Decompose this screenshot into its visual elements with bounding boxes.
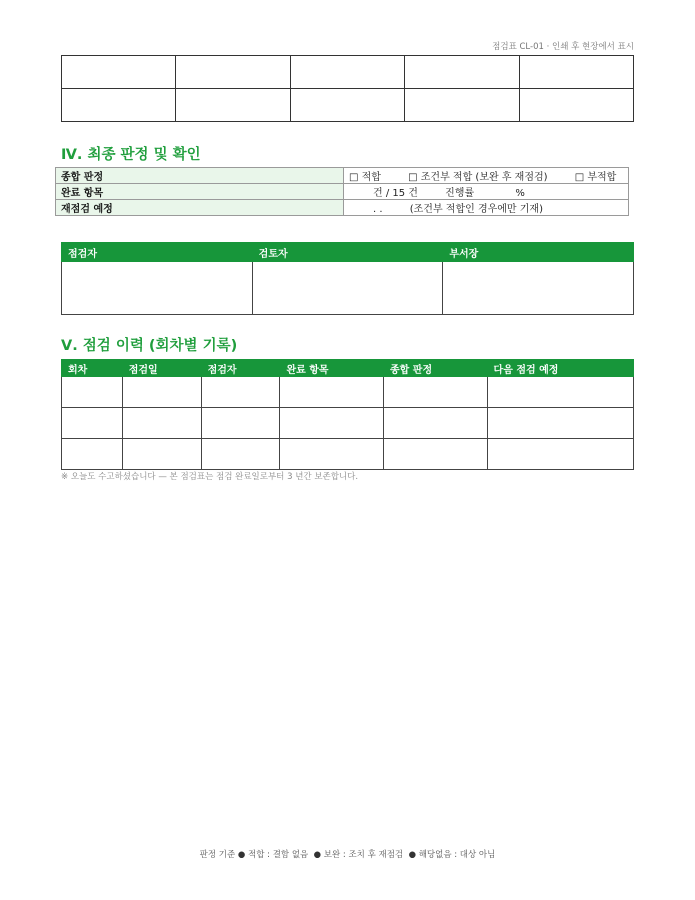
completed-items-label: 완료 항목 (56, 184, 344, 200)
history-table (61, 359, 634, 470)
reinspection-label: 재점검 예정 (56, 200, 344, 216)
table-cell[interactable] (176, 89, 290, 122)
table-cell[interactable] (122, 408, 201, 439)
prior-section-table (61, 55, 634, 122)
next-inspection-header: 다음 점검 예정 (487, 360, 633, 377)
bullet-icon: ● (313, 850, 322, 860)
legend-item-na: 해당없음 : 대상 아님 (418, 850, 496, 860)
manager-sign-box[interactable] (443, 262, 634, 315)
table-cell[interactable] (62, 439, 123, 470)
legend-prefix: 판정 기준 (199, 850, 236, 860)
completed-count-text: 건 / 15 건 (373, 188, 418, 199)
table-cell[interactable] (487, 408, 633, 439)
overall-judgement-options (344, 168, 629, 184)
table-cell[interactable] (383, 439, 487, 470)
reinspection-note: (조건부 적합인 경우에만 기재) (409, 204, 543, 215)
judgement-legend (0, 848, 695, 860)
table-row (56, 184, 629, 200)
table-cell[interactable] (201, 408, 280, 439)
table-cell[interactable] (405, 56, 519, 89)
table-cell[interactable] (280, 408, 384, 439)
table-cell[interactable] (122, 377, 201, 408)
table-cell[interactable] (280, 439, 384, 470)
table-cell[interactable] (519, 56, 633, 89)
table-row (62, 262, 634, 315)
table-cell[interactable] (290, 56, 404, 89)
table-cell[interactable] (62, 89, 176, 122)
table-cell[interactable] (519, 89, 633, 122)
table-header-row (62, 243, 634, 262)
table-cell[interactable] (487, 377, 633, 408)
inspector-sign-box[interactable] (62, 262, 253, 315)
header-note: 점검표 CL-01 · 인쇄 후 현장에서 표시 (492, 42, 634, 52)
table-row (56, 200, 629, 216)
judgement-header: 종합 판정 (383, 360, 487, 377)
signature-table (61, 242, 634, 315)
section5-title: Ⅴ. 점검 이력 (회차별 기록) (61, 338, 238, 354)
table-cell[interactable] (290, 89, 404, 122)
table-cell[interactable] (201, 377, 280, 408)
date-header: 점검일 (122, 360, 201, 377)
table-row (62, 89, 634, 122)
table-row (62, 56, 634, 89)
option-pass-checkbox[interactable]: □ 적합 (349, 172, 381, 183)
table-cell[interactable] (62, 408, 123, 439)
inspector-header: 점검자 (62, 243, 253, 262)
table-cell[interactable] (62, 56, 176, 89)
legend-item-pass: 적합 : 결함 없음 (248, 850, 309, 860)
table-cell[interactable] (62, 377, 123, 408)
completed-header: 완료 항목 (280, 360, 384, 377)
table-cell[interactable] (201, 439, 280, 470)
table-cell[interactable] (405, 89, 519, 122)
reviewer-sign-box[interactable] (252, 262, 443, 315)
reinspection-date: . . (373, 204, 383, 215)
option-fail-checkbox[interactable]: □ 부적합 (574, 172, 617, 183)
table-cell[interactable] (176, 56, 290, 89)
bullet-icon: ● (408, 850, 416, 860)
section4-title: Ⅳ. 최종 판정 및 확인 (61, 147, 201, 163)
table-row (62, 408, 634, 439)
reviewer-header: 검토자 (252, 243, 443, 262)
table-cell[interactable] (280, 377, 384, 408)
table-row (62, 377, 634, 408)
round-header: 회차 (62, 360, 123, 377)
table-cell[interactable] (383, 408, 487, 439)
progress-label: 진행률 (445, 188, 475, 199)
bullet-icon: ● (237, 850, 246, 860)
progress-percent: % (515, 188, 525, 199)
legend-item-supplement: 보완 : 조치 후 재점검 (323, 850, 404, 860)
table-row (56, 168, 629, 184)
overall-judgement-label: 종합 판정 (56, 168, 344, 184)
table-row (62, 439, 634, 470)
table-cell[interactable] (122, 439, 201, 470)
completed-items-field[interactable] (344, 184, 629, 200)
footnote: ※ 오늘도 수고하셨습니다 — 본 점검표는 점검 완료일로부터 3 년간 보존합니다. (61, 472, 359, 482)
final-judgement-table (55, 167, 629, 216)
manager-header: 부서장 (443, 243, 634, 262)
table-header-row (62, 360, 634, 377)
table-cell[interactable] (487, 439, 633, 470)
table-cell[interactable] (383, 377, 487, 408)
inspector-header: 점검자 (201, 360, 280, 377)
reinspection-field[interactable] (344, 200, 629, 216)
option-conditional-checkbox[interactable]: □ 조건부 적합 (보완 후 재점검) (408, 172, 548, 183)
